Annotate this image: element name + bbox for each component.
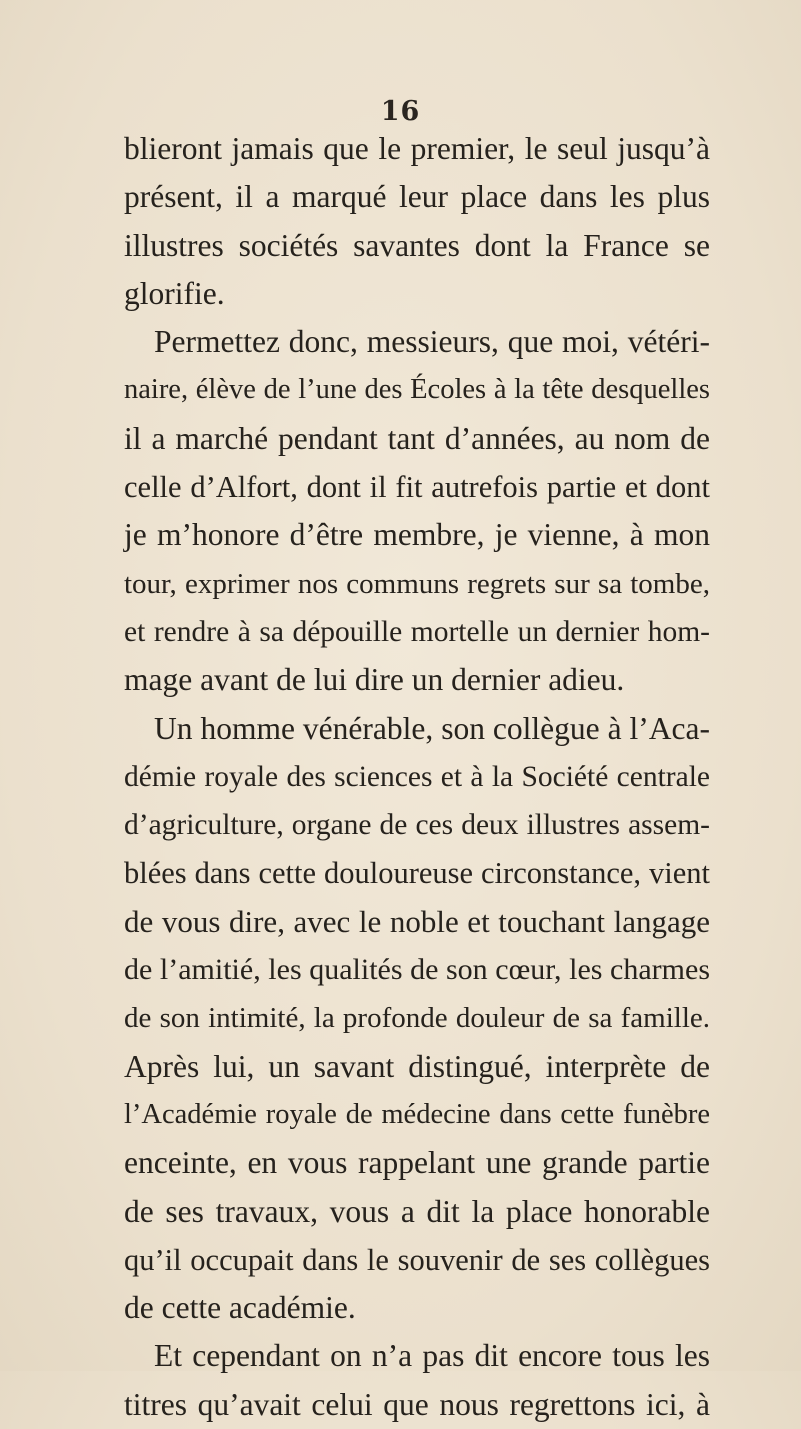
text-line: celle d’Alfort, dont il fit autrefois partie et dont <box>124 470 710 505</box>
text-line: de ses travaux, vous a dit la place honorable <box>124 1193 710 1229</box>
text-line: de son intimité, la profonde douleur de sa famille. <box>124 1002 710 1035</box>
text-line: illustres sociétés savantes dont la France se <box>124 227 710 263</box>
text-line: je m’honore d’être membre, je vienne, à mon <box>124 517 710 553</box>
text-line: de cette académie. <box>124 1290 356 1326</box>
text-line: tour, exprimer nos communs regrets sur sa tombe, <box>124 567 710 600</box>
body-text <box>124 125 710 1429</box>
text-line: blées dans cette douloureuse circonstance, vient <box>124 856 710 891</box>
text-line: présent, il a marqué leur place dans les plus <box>124 179 710 215</box>
text-line: Et cependant on n’a pas dit encore tous les <box>154 1338 710 1374</box>
text-line: il a marché pendant tant d’années, au nom de <box>124 420 710 456</box>
text-line: Permettez donc, messieurs, que moi, vétéri- <box>154 324 710 360</box>
text-line: mage avant de lui dire un dernier adieu. <box>124 662 625 698</box>
text-line: d’agriculture, organe de ces deux illustres assem- <box>124 809 710 842</box>
text-line: Un homme vénérable, son collègue à l’Aca- <box>154 710 710 746</box>
text-line: et rendre à sa dépouille mortelle un dernier hom- <box>124 615 710 648</box>
text-line: de l’amitié, les qualités de son cœur, les charmes <box>124 953 710 987</box>
text-line: qu’il occupait dans le souvenir de ses collègues <box>124 1242 710 1277</box>
text-line: Après lui, un savant distingué, interprète de <box>124 1048 710 1084</box>
page-number: 16 <box>380 96 421 127</box>
text-line: enceinte, en vous rappelant une grande partie <box>124 1145 710 1181</box>
text-line: de vous dire, avec le noble et touchant langage <box>124 903 710 939</box>
text-line: l’Académie royale de médecine dans cette funèbre <box>124 1098 710 1130</box>
text-line: démie royale des sciences et à la Société centrale <box>124 760 710 793</box>
text-line: titres qu’avait celui que nous regrettons ici, à <box>124 1386 710 1422</box>
text-line: glorifie. <box>124 275 225 311</box>
text-line: naire, élève de l’une des Écoles à la tête desquelles <box>124 374 710 406</box>
text-line: blieront jamais que le premier, le seul jusqu’à <box>124 131 710 166</box>
